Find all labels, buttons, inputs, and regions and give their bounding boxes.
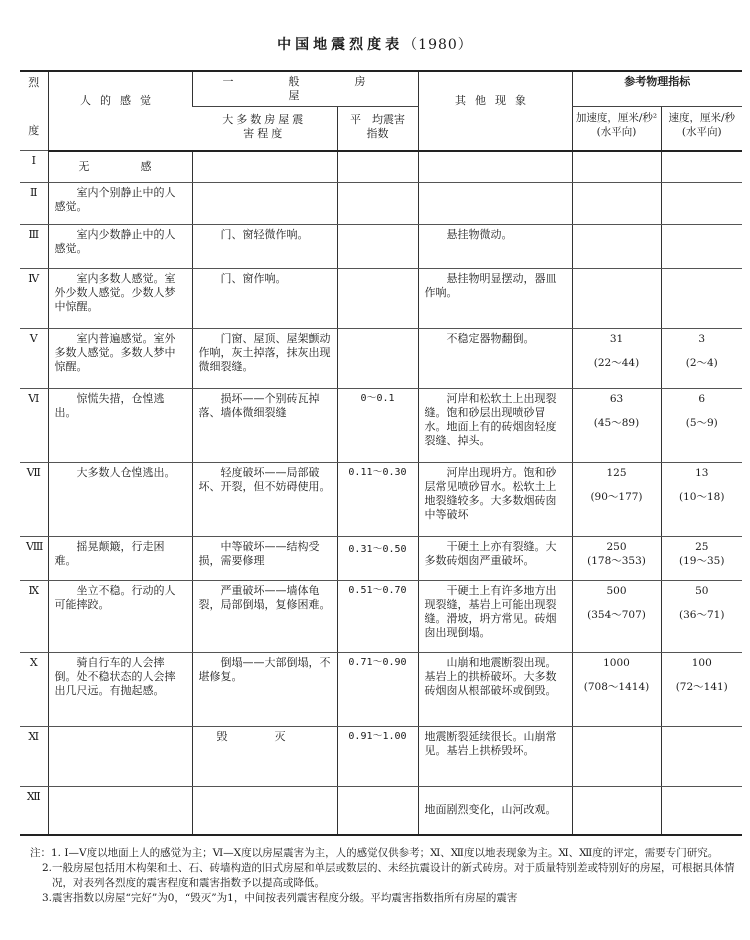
other-cell: 山崩和地震断裂出现。基岩上的拱桥破坏。大多数砖烟囱从根部破坏或倒毁。 (418, 653, 572, 727)
velocity-value: 100 (691, 657, 712, 669)
velocity-value: 25 (695, 541, 709, 553)
accel-cell (572, 653, 661, 727)
accel-cell (572, 727, 661, 787)
document-title (0, 34, 750, 54)
index-cell (337, 225, 418, 269)
grade-cell: Ⅰ (20, 151, 48, 183)
accel-cell (572, 151, 661, 183)
index-cell: 0.31～0.50 (337, 537, 418, 581)
accel-range: (178～353) (587, 555, 646, 567)
note-text: 2.一般房屋包括用木构架和土、石、砖墙构造的旧式房屋和单层或数层的、未经抗震设计的新式砖房。对于质量特别差或特别好的房屋，可根据具体情况，对表列各烈度的震害程度和震害指数予以提高或降低。 (42, 862, 735, 889)
header-velocity: 速度，厘米/秒(水平向) (661, 107, 742, 151)
velocity-cell (661, 329, 742, 389)
velocity-cell (661, 727, 742, 787)
grade-cell: Ⅶ (20, 463, 48, 537)
velocity-cell (661, 151, 742, 183)
header-human-feeling: 人的感觉 (48, 71, 192, 151)
other-cell: 悬挂物微动。 (418, 225, 572, 269)
index-cell: 0～0.1 (337, 389, 418, 463)
accel-value: 31 (609, 333, 624, 345)
other-cell: 河岸和松软土上出现裂缝。饱和砂层出现喷砂冒水。地面上有的砖烟囱轻度裂缝、掉头。 (418, 389, 572, 463)
accel-cell (572, 463, 661, 537)
velocity-cell (661, 463, 742, 537)
damage-cell (192, 183, 337, 225)
damage-cell (192, 787, 337, 835)
table-row (20, 727, 742, 787)
index-cell: 0.91～1.00 (337, 727, 418, 787)
feeling-cell: 坐立不稳。行动的人可能摔跤。 (48, 581, 192, 653)
feeling-cell: 惊慌失措，仓惶逃出。 (48, 389, 192, 463)
table-row (20, 537, 742, 581)
feeling-cell (48, 727, 192, 787)
grade-cell: Ⅲ (20, 225, 48, 269)
table-row (20, 269, 742, 329)
header-grade-bottom: 度 (28, 124, 40, 137)
accel-value: 125 (606, 467, 627, 479)
table-row (20, 225, 742, 269)
other-cell: 河岸出现坍方。饱和砂层常见喷砂冒水。松软土上地裂缝较多。大多数烟砖囱中等破坏 (418, 463, 572, 537)
velocity-cell (661, 537, 742, 581)
accel-range: (708～1414) (583, 681, 650, 693)
damage-cell: 门、窗作响。 (192, 269, 337, 329)
header-grade-top: 烈 (28, 76, 40, 89)
accel-range: (45～89) (593, 417, 640, 429)
other-cell (418, 151, 572, 183)
table-body (20, 151, 742, 835)
table-row (20, 463, 742, 537)
accel-range: (90～177) (590, 491, 643, 503)
header-avg-damage-index: 平 均震害指数 (337, 107, 418, 151)
velocity-cell (661, 581, 742, 653)
damage-cell: 倒塌——大部倒塌，不堪修复。 (192, 653, 337, 727)
damage-cell: 轻度破坏——局部破坏、开裂，但不妨碍使用。 (192, 463, 337, 537)
feeling-cell: 大多数人仓惶逃出。 (48, 463, 192, 537)
table-row (20, 653, 742, 727)
note-text: 1. Ⅰ—Ⅴ度以地面上人的感觉为主；Ⅵ—Ⅹ度以房屋震害为主，人的感觉仅供参考；Ⅺ、Ⅻ度以地表现象为主。Ⅺ、Ⅻ度的评定，需要专门研究。 (51, 847, 719, 859)
velocity-cell (661, 389, 742, 463)
damage-cell: 毁 灭 (192, 727, 337, 787)
other-cell: 干硬土上有许多地方出现裂缝，基岩上可能出现裂缝。滑坡，坍方常见。砖烟囱出现倒塌。 (418, 581, 572, 653)
feeling-cell: 室内个别静止中的人感觉。 (48, 183, 192, 225)
feeling-cell: 摇晃颠簸，行走困难。 (48, 537, 192, 581)
other-cell: 地震断裂延续很长。山崩常见。基岩上拱桥毁坏。 (418, 727, 572, 787)
other-cell: 不稳定器物翻倒。 (418, 329, 572, 389)
velocity-cell (661, 787, 742, 835)
note-item-1 (30, 846, 740, 861)
damage-cell: 损坏——个别砖瓦掉落、墙体微细裂缝 (192, 389, 337, 463)
feeling-cell: 室内普遍感觉。室外多数人感觉。多数人梦中惊醒。 (48, 329, 192, 389)
damage-cell (192, 151, 337, 183)
grade-cell: Ⅷ (20, 537, 48, 581)
feeling-cell: 室内少数静止中的人感觉。 (48, 225, 192, 269)
other-cell: 悬挂物明显摆动，器皿作响。 (418, 269, 572, 329)
damage-cell: 严重破坏——墙体龟裂，局部倒塌，复修困难。 (192, 581, 337, 653)
index-cell: 0.11～0.30 (337, 463, 418, 537)
header-other-phenomena: 其他现象 (418, 71, 572, 151)
accel-cell (572, 787, 661, 835)
velocity-cell (661, 653, 742, 727)
index-cell: 0.51～0.70 (337, 581, 418, 653)
index-cell (337, 183, 418, 225)
table-row (20, 183, 742, 225)
notes-label: 注： (30, 847, 51, 859)
accel-cell (572, 269, 661, 329)
table-row (20, 151, 742, 183)
table-row (20, 787, 742, 835)
table-row (20, 329, 742, 389)
velocity-range: (5～9) (685, 417, 718, 429)
header-physical-indicators: 参考物理指标 (572, 71, 742, 107)
note-item-2 (30, 861, 740, 891)
index-cell (337, 787, 418, 835)
feeling-cell (48, 787, 192, 835)
note-text: 3.震害指数以房屋“完好”为0，“毁灭”为1，中间按表列震害程度分级。平均震害指数指所有房屋的震害 (42, 892, 518, 904)
accel-cell (572, 329, 661, 389)
grade-cell: Ⅺ (20, 727, 48, 787)
velocity-cell (661, 269, 742, 329)
accel-value: 500 (606, 585, 627, 597)
accel-value: 63 (609, 393, 624, 405)
table-row (20, 389, 742, 463)
velocity-range: (2～4) (685, 357, 718, 369)
damage-cell: 门窗、屋顶、屋架颤动作响，灰土掉落，抹灰出现微细裂缝。 (192, 329, 337, 389)
velocity-range: (36～71) (679, 609, 725, 621)
grade-cell: Ⅴ (20, 329, 48, 389)
damage-cell: 中等破坏——结构受损，需要修理 (192, 537, 337, 581)
accel-value: 250 (606, 541, 627, 553)
grade-cell: Ⅵ (20, 389, 48, 463)
other-cell: 干硬土上亦有裂缝。大多数砖烟囱严重破坏。 (418, 537, 572, 581)
feeling-cell: 骑自行车的人会摔倒。处不稳状态的人会摔出几尺远。有抛起感。 (48, 653, 192, 727)
index-cell: 0.71～0.90 (337, 653, 418, 727)
velocity-value: 3 (698, 333, 706, 345)
grade-cell: Ⅻ (20, 787, 48, 835)
accel-range: (354～707) (587, 609, 646, 621)
table-notes (30, 846, 740, 906)
accel-cell (572, 183, 661, 225)
header-acceleration: 加速度，厘米/秒² (水平向) (572, 107, 661, 151)
other-cell: 地面剧烈变化，山河改观。 (418, 787, 572, 835)
velocity-range: (10～18) (679, 491, 725, 503)
index-cell (337, 151, 418, 183)
table-row (20, 581, 742, 653)
accel-cell (572, 389, 661, 463)
header-general-houses: 一 般 房 屋 (192, 71, 418, 107)
velocity-value: 13 (695, 467, 709, 479)
accel-range: (22～44) (593, 357, 640, 369)
accel-cell (572, 581, 661, 653)
velocity-value: 6 (698, 393, 706, 405)
index-cell (337, 269, 418, 329)
feeling-cell: 无 感 (48, 151, 192, 183)
velocity-range: (72～141) (675, 681, 728, 693)
damage-cell: 门、窗轻微作响。 (192, 225, 337, 269)
accel-value: 1000 (603, 657, 630, 669)
grade-cell: Ⅱ (20, 183, 48, 225)
feeling-cell: 室内多数人感觉。室外少数人感觉。少数人梦中惊醒。 (48, 269, 192, 329)
header-grade (20, 71, 48, 151)
velocity-cell (661, 183, 742, 225)
note-item-3 (30, 891, 740, 906)
grade-cell: Ⅸ (20, 581, 48, 653)
velocity-cell (661, 225, 742, 269)
header-damage-level: 大多数房屋震害程度 (192, 107, 337, 151)
title-year: （1980） (403, 37, 473, 53)
velocity-range: (19～35) (679, 555, 725, 567)
title-text: 中国地震烈度表 (277, 37, 404, 53)
intensity-table (20, 70, 742, 836)
index-cell (337, 329, 418, 389)
grade-cell: Ⅹ (20, 653, 48, 727)
accel-cell (572, 225, 661, 269)
grade-cell: Ⅳ (20, 269, 48, 329)
table-header (20, 71, 742, 151)
other-cell (418, 183, 572, 225)
accel-cell (572, 537, 661, 581)
velocity-value: 50 (695, 585, 709, 597)
